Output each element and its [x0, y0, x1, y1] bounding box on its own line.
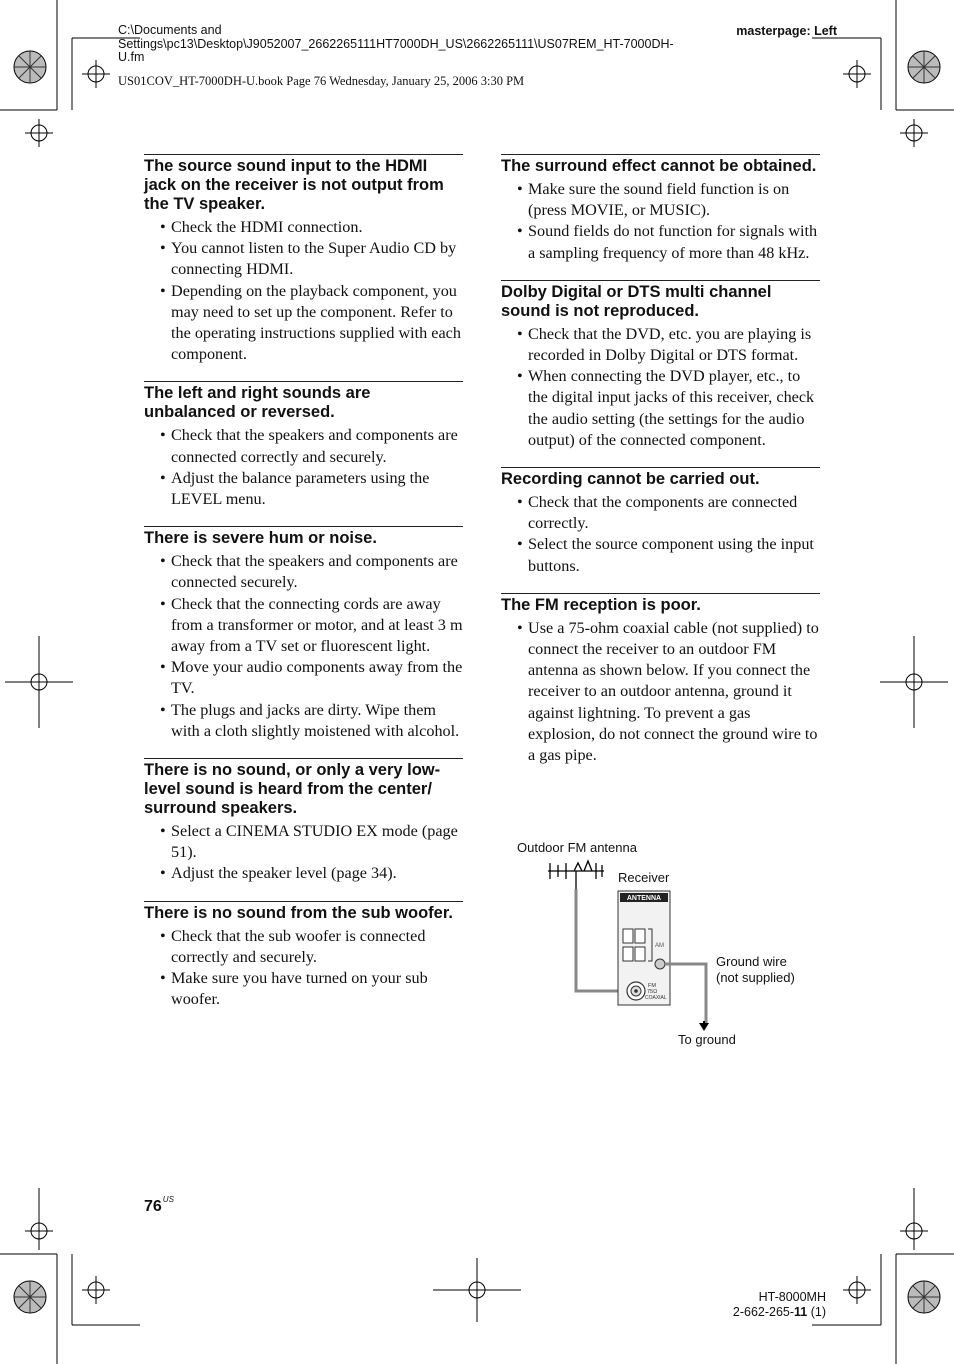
antenna-diagram — [540, 855, 800, 1035]
trouble-section — [144, 381, 463, 510]
receiver-label: Receiver — [618, 870, 670, 885]
section-title: The left and right sounds are unbalanced or reversed. — [144, 384, 371, 422]
bullet-list — [501, 324, 820, 451]
list-item: • When connecting the DVD player, etc., to the digital input jacks of this receiver, check the audio setting (the settings for the audio output) of the connected component. — [501, 366, 820, 451]
trouble-section — [501, 154, 820, 264]
trouble-section — [501, 280, 820, 451]
trouble-section — [144, 758, 463, 885]
section-title: The source sound input to the HDMI jack on the receiver is not output from the TV speaker. — [144, 157, 444, 213]
list-item: • Use a 75-ohm coaxial cable (not supplied) to connect the receiver to an outdoor FM antenna as shown below. If you connect the receiver to an outdoor antenna, ground it against lightning. To prevent a gas explosion, do not connect the ground wire to a gas pipe. — [501, 618, 820, 766]
trouble-section — [501, 467, 820, 577]
list-item: • Check the HDMI connection. — [144, 217, 463, 238]
section-title: The surround effect cannot be obtained. — [501, 157, 817, 175]
section-title: There is no sound, or only a very low-level sound is heard from the center/ surround speakers. — [144, 761, 441, 818]
bullet-list — [144, 926, 463, 1011]
section-title: Recording cannot be carried out. — [501, 470, 760, 489]
bullet-list — [144, 425, 463, 510]
bullet-list — [501, 618, 820, 766]
trouble-section — [501, 593, 820, 766]
list-item: • Select the source component using the input buttons. — [501, 534, 820, 576]
list-item: • You cannot listen to the Super Audio CD by connecting HDMI. — [144, 238, 463, 280]
fm-label: FM — [648, 983, 656, 989]
trouble-section — [144, 154, 463, 365]
bullet-list — [501, 492, 820, 577]
list-item: • Make sure you have turned on your sub woofer. — [144, 968, 463, 1010]
bullet-list — [144, 217, 463, 365]
list-item: • Check that the DVD, etc. you are playing is recorded in Dolby Digital or DTS format. — [501, 324, 820, 366]
model-name: HT-8000MH — [758, 1290, 826, 1304]
page-number — [144, 1195, 174, 1216]
part-number — [733, 1305, 826, 1320]
list-item: • Sound fields do not function for signals with a sampling frequency of more than 48 kHz. — [501, 221, 820, 263]
list-item: • Check that the sub woofer is connected correctly and securely. — [144, 926, 463, 968]
am-label: AM — [655, 943, 664, 949]
list-item: • Depending on the playback component, you may need to set up the component. Refer to the operating instructions supplied with each component. — [144, 281, 463, 366]
list-item: • Select a CINEMA STUDIO EX mode (page 51). — [144, 821, 463, 863]
footer-model-info — [733, 1290, 826, 1320]
list-item: • Make sure the sound field function is on (press MOVIE, or MUSIC). — [501, 179, 820, 221]
section-title: Dolby Digital or DTS multi channel sound is not reproduced. — [501, 282, 772, 320]
outdoor-antenna-label: Outdoor FM antenna — [517, 840, 637, 855]
list-item: • Adjust the balance parameters using the LEVEL menu. — [144, 468, 463, 510]
page-number-value: 76 — [144, 1198, 162, 1215]
list-item: • Adjust the speaker level (page 34). — [144, 863, 463, 884]
list-item: • Check that the connecting cords are away from a transformer or motor, and at least 3 m away from a TV set or fluorescent light. — [144, 594, 463, 658]
book-info: US01COV_HT-7000DH-U.book Page 76 Wednesday, January 25, 2006 3:30 PM — [118, 74, 525, 88]
part-code-prefix: 2-662-265- — [732, 1305, 795, 1319]
trouble-section — [144, 526, 463, 742]
fm-coaxial-label: COAXIAL — [645, 995, 667, 1001]
bullet-list — [501, 179, 820, 264]
page-suffix: US — [162, 1195, 174, 1204]
antenna-icon — [548, 861, 604, 889]
list-item: • Check that the speakers and components are connected correctly and securely. — [144, 425, 463, 467]
trouble-section — [144, 901, 463, 1011]
list-item: • Check that the speakers and components are connected securely. — [144, 551, 463, 593]
part-code-bold: 11 — [794, 1305, 808, 1319]
list-item: • The plugs and jacks are dirty. Wipe them with a cloth slightly moistened with alcohol. — [144, 700, 463, 742]
file-path: C:\Documents and Settings\pc13\Desktop\J9052007_2662265111HT7000DH_US\2662265111\US07REM_HT-7000DH-U.fm — [118, 23, 674, 64]
ground-wire-label: Ground wire — [716, 954, 787, 969]
list-item: • Move your audio components away from the TV. — [144, 657, 463, 699]
bullet-list — [144, 821, 463, 885]
right-column — [501, 154, 820, 782]
ground-wire-note: (not supplied) — [716, 970, 795, 985]
section-title: There is severe hum or noise. — [144, 529, 377, 548]
panel-label: ANTENNA — [626, 895, 662, 902]
masterpage-label: masterpage: Left — [736, 24, 837, 38]
section-title: The FM reception is poor. — [501, 595, 701, 614]
section-title: There is no sound from the sub woofer. — [144, 903, 453, 922]
left-column — [144, 154, 463, 1026]
part-code-suffix: (1) — [807, 1305, 826, 1319]
to-ground-label: To ground — [678, 1032, 736, 1047]
fm-ohm-label: 75Ω — [647, 989, 658, 995]
list-item: • Check that the components are connected correctly. — [501, 492, 820, 534]
bullet-list — [144, 551, 463, 742]
